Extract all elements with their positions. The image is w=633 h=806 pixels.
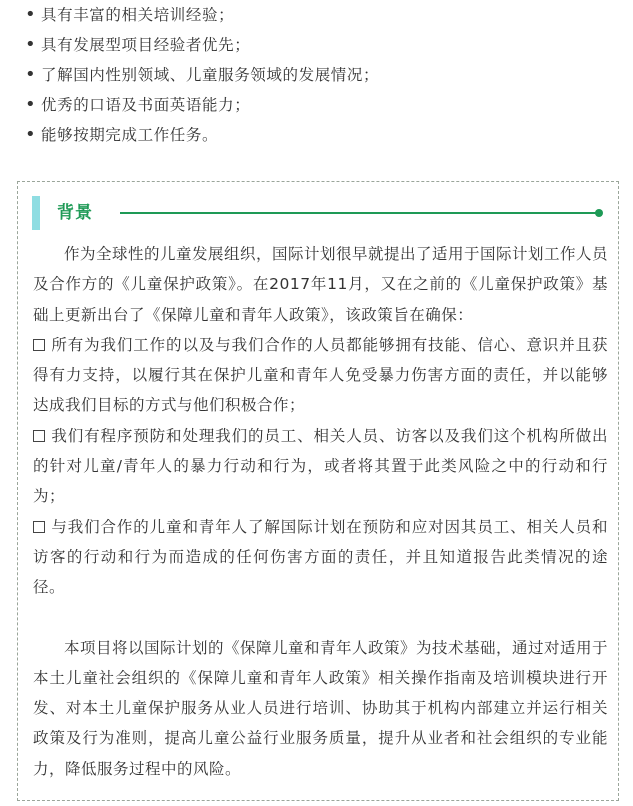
checkbox-icon [33,521,45,533]
bullet-icon: • [25,94,37,115]
list-item [25,60,615,90]
background-section [17,181,619,801]
checkbox-icon [33,430,45,442]
bullet-icon: • [25,64,37,85]
requirements-list [25,0,615,150]
list-item-text: 能够按期完成工作任务。 [41,126,219,144]
section-accent-bar [32,196,40,230]
list-item-text: 具有丰富的相关培训经验； [41,6,235,24]
list-item-text: 具有发展型项目经验者优先； [41,36,251,54]
list-item-text: 了解国内性别领域、儿童服务领域的发展情况； [41,66,380,84]
divider-dot-icon [595,209,603,217]
paragraph-spacer [33,603,608,633]
bullet-icon: • [25,34,37,55]
policy-point-text: 所有为我们工作的以及与我们合作的人员都能够拥有技能、信心、意识并且获得有力支持，以履行其在保护儿童和青年人免受暴力伤害方面的责任，并以能够达成我们目标的方式与他们积极合作； [33,335,608,415]
policy-point [33,330,608,421]
list-item [25,0,615,30]
checkbox-icon [33,339,45,351]
project-paragraph: 本项目将以国际计划的《保障儿童和青年人政策》为技术基础，通过对适用于本土儿童社会组织的《保障儿童和青年人政策》相关操作指南及培训模块进行开发、对本土儿童保护服务从业人员进行培训、协助其于机构内部建立并运行相关政策及行为准则，提高儿童公益行业服务质量，提升从业者和社会组织的专业能力，降低服务过程中的风险。 [33,638,609,778]
section-header [32,196,606,230]
list-item [25,120,615,150]
bullet-icon: • [25,4,37,25]
section-divider [120,212,598,214]
policy-point-text: 我们有程序预防和处理我们的员工、相关人员、访客以及我们这个机构所做出的针对儿童/青年人的暴力行动和行为，或者将其置于此类风险之中的行动和行为； [33,426,608,506]
intro-paragraph: 作为全球性的儿童发展组织，国际计划很早就提出了适用于国际计划工作人员及合作方的《儿童保护政策》。在2017年11月，又在之前的《儿童保护政策》基础上更新出台了《保障儿童和青年人政策》，该政策旨在确保： [33,245,609,324]
list-item [25,30,615,60]
list-item [25,90,615,120]
policy-point [33,512,608,603]
bullet-icon: • [25,124,37,145]
list-item-text: 优秀的口语及书面英语能力； [41,96,251,114]
section-title: 背景 [57,203,93,223]
policy-point [33,421,608,512]
section-body [33,239,608,784]
policy-point-text: 与我们合作的儿童和青年人了解国际计划在预防和应对因其员工、相关人员和访客的行动和行为而造成的任何伤害方面的责任，并且知道报告此类情况的途径。 [33,517,608,597]
